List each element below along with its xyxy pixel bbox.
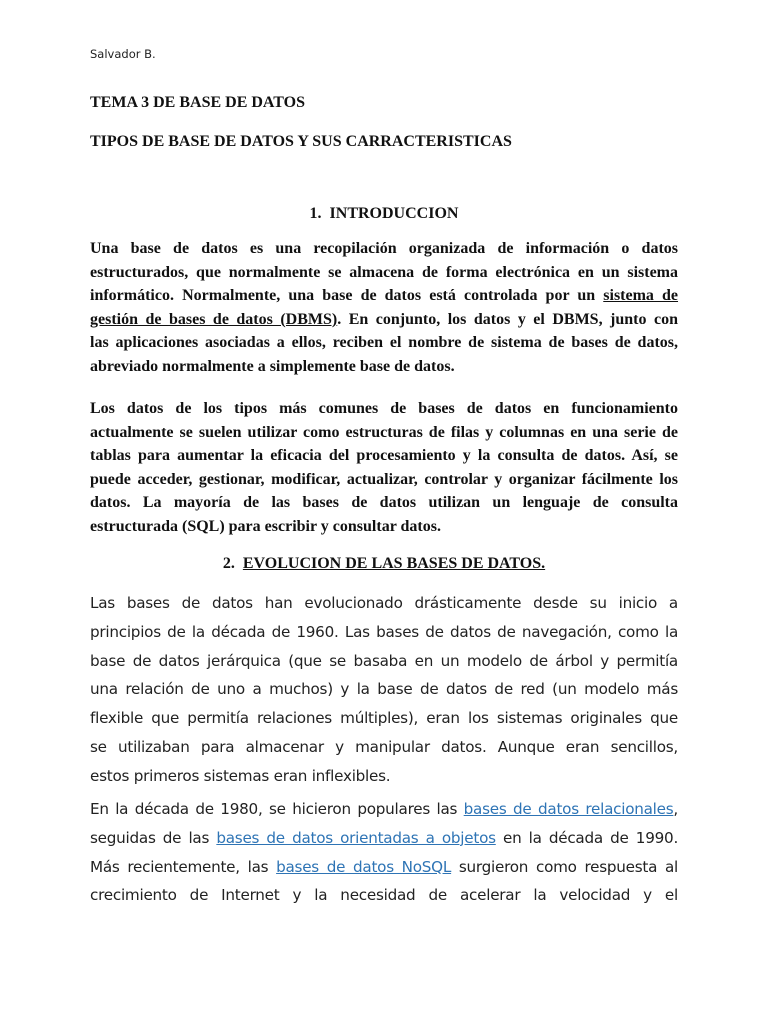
link-object-oriented-databases[interactable]: bases de datos orientadas a objetos bbox=[216, 828, 496, 847]
text-line: tablas para aumentar la eficacia del procesamiento y la consulta de datos. Así, se bbox=[90, 447, 678, 465]
evolution-paragraph-1 bbox=[90, 589, 678, 791]
text-segment: surgieron como respuesta al bbox=[451, 857, 678, 876]
text-line: Las bases de datos han evolucionado drásticamente desde su inicio a bbox=[90, 594, 678, 612]
section-1-number: 1. bbox=[309, 205, 322, 222]
text-line: flexible que permitía relaciones múltiples), eran los sistemas originales que bbox=[90, 709, 678, 728]
dbms-term: sistema de bbox=[603, 287, 679, 305]
text-line: principios de la década de 1960. Las bases de datos de navegación, como la bbox=[90, 622, 678, 641]
text-line bbox=[90, 824, 678, 853]
intro-paragraph-2 bbox=[90, 397, 678, 539]
text-line: crecimiento de Internet y la necesidad de acelerar la velocidad y el bbox=[90, 886, 678, 905]
text-line: base de datos jerárquica (que se basaba en un modelo de árbol y permitía bbox=[90, 651, 678, 670]
evolution-paragraph-2 bbox=[90, 795, 678, 910]
text-line: las aplicaciones asociadas a ellos, reciben el nombre de sistema de bases de datos, bbox=[90, 334, 678, 352]
section-1-title: INTRODUCCION bbox=[329, 205, 459, 222]
text-segment: . En conjunto, los datos y el DBMS, junto con bbox=[337, 310, 678, 328]
text-segment: En la década de 1980, se hicieron populares las bbox=[90, 800, 464, 818]
text-line bbox=[90, 853, 678, 882]
text-line: estos primeros sistemas eran inflexibles. bbox=[90, 766, 391, 785]
text-line: puede acceder, gestionar, modificar, actualizar, controlar y organizar fácilmente los bbox=[90, 470, 678, 488]
text-line bbox=[90, 795, 678, 824]
text-line: una relación de uno a muchos) y la base de datos de red (un modelo más bbox=[90, 680, 678, 699]
text-line bbox=[90, 284, 678, 308]
dbms-term-continued: gestión de bases de datos (DBMS) bbox=[90, 310, 338, 328]
section-1-heading bbox=[90, 205, 678, 223]
link-relational-databases[interactable]: bases de datos relacionales bbox=[463, 800, 674, 818]
intro-paragraph-1 bbox=[90, 237, 678, 379]
text-line: estructurados, que normalmente se almacena de forma electrónica en un sistema bbox=[90, 263, 678, 281]
document-subtitle: TIPOS DE BASE DE DATOS Y SUS CARRACTERISTICAS bbox=[90, 133, 512, 150]
text-line: se utilizaban para almacenar y manipular datos. Aunque eran sencillos, bbox=[90, 737, 678, 756]
link-nosql-databases[interactable]: bases de datos NoSQL bbox=[276, 857, 452, 876]
text-segment: en la década de 1990. bbox=[495, 828, 679, 847]
author-name: Salvador B. bbox=[90, 47, 156, 61]
text-segment: seguidas de las bbox=[90, 828, 217, 847]
text-line: estructurada (SQL) para escribir y consultar datos. bbox=[90, 517, 441, 535]
section-2-heading bbox=[90, 555, 678, 573]
text-line bbox=[90, 308, 678, 332]
text-segment: Más recientemente, las bbox=[90, 857, 277, 876]
text-segment: , bbox=[673, 800, 678, 818]
text-line: Una base de datos es una recopilación organizada de información o datos bbox=[90, 240, 678, 257]
document-title: TEMA 3 DE BASE DE DATOS bbox=[90, 94, 306, 111]
text-line: abreviado normalmente a simplemente base de datos. bbox=[90, 357, 455, 375]
text-line: Los datos de los tipos más comunes de bases de datos en funcionamiento bbox=[90, 400, 678, 417]
section-2-number: 2. bbox=[222, 555, 235, 572]
section-2-title: EVOLUCION DE LAS BASES DE DATOS. bbox=[242, 555, 546, 572]
text-line: datos. La mayoría de las bases de datos utilizan un lenguaje de consulta bbox=[90, 494, 678, 512]
text-segment: informático. Normalmente, una base de datos está controlada por un bbox=[90, 287, 596, 305]
text-line: actualmente se suelen utilizar como estructuras de filas y columnas en una serie de bbox=[90, 423, 678, 441]
